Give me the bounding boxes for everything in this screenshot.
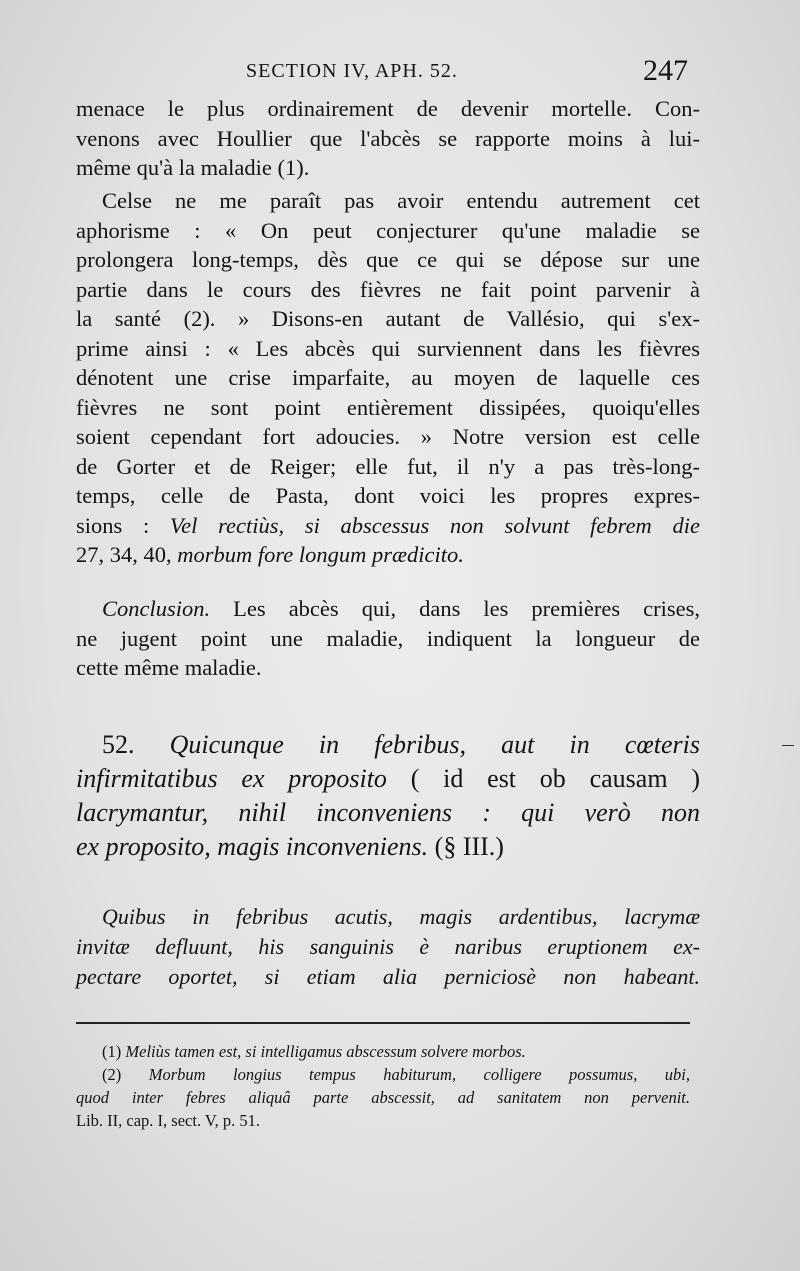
footnote-text: Meliùs tamen est, si intelligamus abscessum solvere morbos. (125, 1042, 526, 1061)
footnote-2-reference: Lib. II, cap. I, sect. V, p. 51. (76, 1111, 261, 1130)
text-line: prime ainsi : « Les abcès qui surviennent dans les fièvres (76, 335, 700, 361)
text-segment: Les abcès qui, dans les premières crises, (210, 596, 700, 621)
text-line: la santé (2). » Disons-en autant de Vallésio, qui s'ex- (76, 306, 700, 331)
text-line: partie dans le cours des fièvres ne fait point parvenir à (76, 276, 700, 302)
commentary (76, 902, 700, 992)
section-reference: (§ III.) (428, 832, 504, 861)
text-line: cette même maladie. (76, 655, 262, 680)
text-line: prolongera long-temps, dès que ce qui se dépose sur une (76, 247, 700, 272)
text-line: venons avec Houllier que l'abcès se rapporte moins à lui- (76, 125, 700, 151)
text-line (76, 762, 700, 796)
running-head: SECTION IV, APH. 52. (246, 60, 458, 82)
text-line: invitæ defluunt, his sanguinis è naribus eruptionem ex- (76, 934, 700, 959)
latin-quote: Vel rectiùs, si abscessus non solvunt febrem die (169, 512, 700, 538)
paragraph-1 (76, 94, 700, 183)
text-line (76, 830, 700, 864)
text-line: Celse ne me paraît pas avoir entendu autrement cet (102, 188, 700, 213)
text-line (76, 540, 700, 570)
conclusion-label: Conclusion. (102, 596, 211, 621)
footnote-2 (76, 1063, 690, 1086)
text-segment: sions : (76, 512, 170, 538)
text-line: fièvres ne sont point entièrement dissipées, quoiqu'elles (76, 394, 700, 420)
text-line: dénotent une crise imparfaite, au moyen de laquelle ces (76, 365, 700, 390)
text-line: menace le plus ordinairement de devenir mortelle. Con- (76, 96, 700, 121)
footnote-1 (76, 1040, 690, 1063)
text-line: Quibus in febribus acutis, magis ardentibus, lacrymæ (102, 904, 700, 929)
text-segment: 27, 34, 40, (76, 542, 178, 567)
text-line (76, 594, 700, 624)
footnote-2-line: quod inter febres aliquâ parte abscessit, ad sanitatem non pervenit. (76, 1088, 690, 1107)
text-line: pectare oportet, si etiam alia perniciosè non habeant. (76, 964, 700, 989)
margin-mark (782, 745, 794, 746)
aphorism-number: 52. (102, 730, 135, 759)
text-line (76, 511, 700, 541)
paragraph-conclusion (76, 594, 700, 683)
latin-quote: morbum fore longum prædicito. (177, 542, 464, 567)
text-segment: ( id est ob causam ) (386, 764, 700, 793)
text-line (76, 728, 700, 762)
text-line: ne jugent point une maladie, indiquent la longueur de (76, 625, 700, 651)
text-line: soient cependant fort adoucies. » Notre version est celle (76, 424, 700, 449)
text-segment: infirmitatibus ex proposito (76, 764, 387, 793)
text-line: lacrymantur, nihil inconveniens : qui verò non (76, 798, 700, 827)
page-header (76, 52, 688, 92)
text-line: temps, celle de Pasta, dont voici les propres expres- (76, 483, 700, 508)
footnotes (76, 1040, 690, 1132)
footnote-marker: (1) (102, 1042, 126, 1061)
text-segment: Quicunque in febribus, aut in cœteris (134, 730, 700, 759)
footnote-text: Morbum longius tempus habiturum, colligere possumus, ubi, (148, 1065, 691, 1084)
footnote-divider (76, 1022, 690, 1024)
text-line: de Gorter et de Reiger; elle fut, il n'y a pas très-long- (76, 453, 700, 479)
text-segment: ex proposito, magis inconveniens. (76, 832, 429, 861)
page-number: 247 (643, 54, 688, 87)
paragraph-2 (76, 186, 700, 570)
aphorism-52 (76, 728, 700, 864)
footnote-marker: (2) (102, 1065, 149, 1084)
text-line: aphorisme : « On peut conjecturer qu'une maladie se (76, 217, 700, 243)
text-line: même qu'à la maladie (1). (76, 155, 310, 180)
